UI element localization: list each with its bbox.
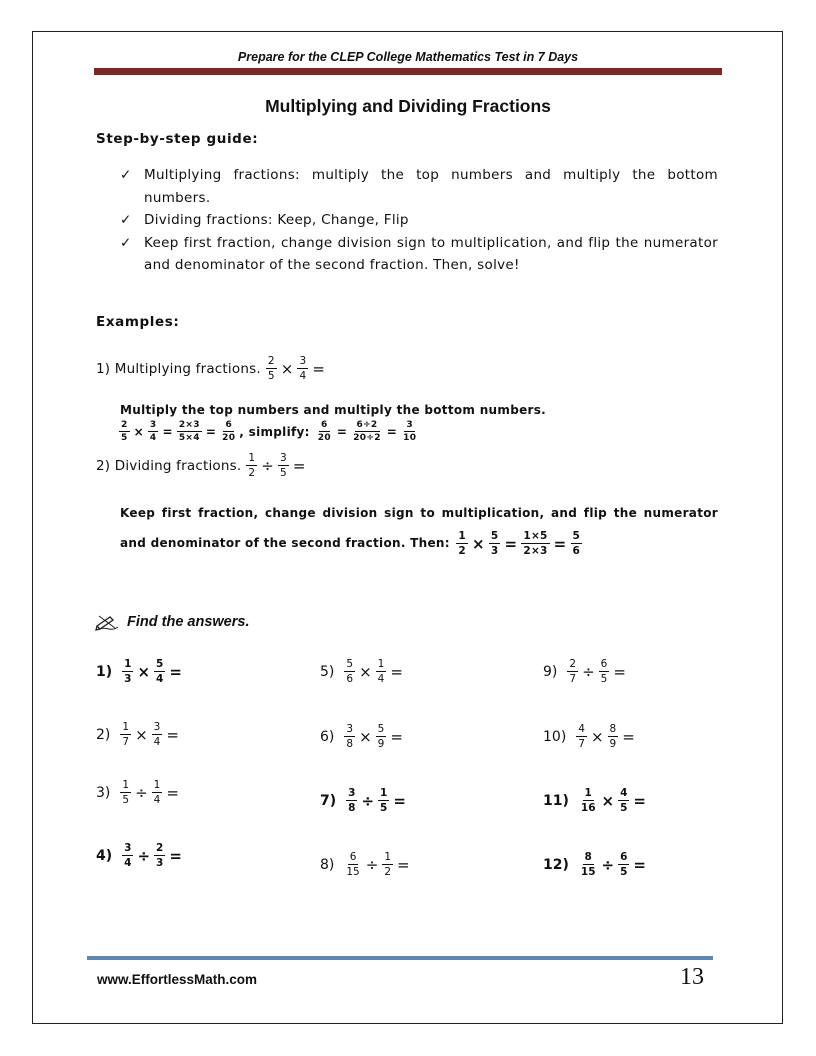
fraction-b: $\frac{1}{5}$ [380, 787, 388, 815]
fraction-a: $\frac{3}{8}$ [348, 787, 356, 815]
pencil-icon [95, 613, 119, 631]
fraction-a: $\frac{1}{7}$ [122, 721, 130, 749]
exercise-problem [320, 658, 405, 685]
exercise-problem [96, 842, 184, 869]
examples-heading: Examples: [96, 314, 180, 330]
problem-number: 10) [543, 728, 567, 745]
fraction-a: $\frac{1}{3}$ [124, 658, 132, 686]
fraction-a: $\frac{3}{8}$ [346, 723, 354, 751]
exercise-problem [543, 658, 628, 685]
equals: = [166, 725, 179, 744]
guide-heading: Step-by-step guide: [96, 131, 259, 147]
fraction-b: $\frac{1}{4}$ [377, 658, 385, 686]
equals: = [166, 783, 179, 802]
check-icon: ✓ [120, 234, 132, 251]
exercise-problem [543, 787, 648, 814]
fraction-a: $\frac{1}{5}$ [122, 779, 130, 807]
equals: = [390, 727, 403, 746]
operator: × [359, 727, 372, 746]
exercise-problem [96, 721, 181, 748]
fraction-b: $\frac{3}{4}$ [153, 721, 161, 749]
problem-number: 8) [320, 856, 335, 873]
operator: × [359, 662, 372, 681]
equals: = [397, 855, 410, 874]
example-2: 2) Dividing fractions. $\frac{1}{2}$ ÷ $\frac{3}{5}$ = [96, 452, 306, 480]
exercise-problem [320, 787, 408, 814]
running-header: Prepare for the CLEP College Mathematics Test in 7 Days [237, 50, 579, 64]
operator: ÷ [582, 662, 595, 681]
exercise-problem [96, 658, 184, 685]
equals: = [169, 846, 182, 865]
equals: = [169, 662, 182, 681]
fraction-b: $\frac{1}{2}$ [384, 851, 392, 879]
fraction-b: $\frac{5}{9}$ [377, 723, 385, 751]
operator: ÷ [601, 855, 615, 874]
footer-website: www.EffortlessMath.com [97, 972, 258, 987]
exercise-problem [96, 779, 181, 806]
section-title: Multiplying and Dividing Fractions [265, 96, 551, 116]
problem-number: 11) [543, 792, 569, 809]
equals: = [633, 855, 646, 874]
guide-list [120, 164, 718, 277]
fraction-b: $\frac{2}{3}$ [156, 842, 164, 870]
fraction-b: $\frac{6}{5}$ [620, 851, 628, 879]
exercise-problem [320, 851, 412, 878]
guide-item: ✓ Keep first fraction, change division sign to multiplication, and flip the numerator and denominator of the second fraction. Then, solve! [120, 232, 718, 277]
problem-number: 4) [96, 847, 113, 864]
fraction-b: $\frac{1}{4}$ [153, 779, 161, 807]
equals: = [390, 662, 403, 681]
header-rule [94, 68, 722, 75]
exercise-problem [320, 723, 405, 750]
operator: × [590, 727, 604, 746]
page-number: 13 [680, 964, 704, 990]
operator: × [135, 725, 148, 744]
guide-item: ✓ Multiplying fractions: multiply the top numbers and multiply the bottom numbers. [120, 164, 718, 209]
fraction-a: $\frac{6}{15}$ [346, 851, 360, 879]
guide-item: ✓ Dividing fractions: Keep, Change, Flip [120, 209, 718, 232]
fraction-a: $\frac{5}{6}$ [346, 658, 354, 686]
problem-number: 2) [96, 726, 111, 743]
problem-number: 5) [320, 663, 335, 680]
example-1: 1) Multiplying fractions. $\frac{2}{5}$ × $\frac{3}{4}$ = [96, 355, 326, 383]
operator: ÷ [365, 855, 379, 874]
example-1-explanation: Multiply the top numbers and multiply the bottom numbers. [120, 403, 547, 417]
problem-number: 12) [543, 856, 569, 873]
equals: = [633, 791, 646, 810]
exercise-heading: Find the answers. [95, 613, 249, 631]
operator: × [137, 662, 151, 681]
exercise-problem [543, 851, 648, 878]
operator: ÷ [137, 846, 151, 865]
fraction-a: $\frac{4}{7}$ [578, 723, 585, 751]
operator: ÷ [361, 791, 375, 810]
fraction-a: $\frac{1}{16}$ [580, 787, 596, 815]
equals: = [622, 727, 635, 746]
equals: = [393, 791, 406, 810]
problem-number: 9) [543, 663, 558, 680]
fraction-b: $\frac{4}{5}$ [620, 787, 628, 815]
fraction-a: $\frac{3}{4}$ [124, 842, 132, 870]
check-icon: ✓ [120, 167, 132, 183]
example-1-solution: $\frac{2}{5}$ × $\frac{3}{4}$ = $\frac{2\times 3}{5\times 4}$ = $\frac{6}{20}$ , simplify: $\frac{6}{20}$ = $\frac{6\div 2}{20\div 2}$ = $\frac{3}{10}$ [121, 420, 417, 444]
problem-number: 7) [320, 792, 337, 809]
equals: = [613, 662, 626, 681]
example-2-explanation: Keep first fraction, change division sign to multiplication, and flip the numerator and denominator of the second fraction. Then: $\frac{1}{2}$ × $\frac{5}{3}$ = $\frac{1\times 5}{2\times 3}$ = $\frac{5}{6}$ [120, 506, 718, 557]
operator: × [601, 791, 615, 810]
fraction-a: $\frac{2}{7}$ [569, 658, 577, 686]
exercise-problem [543, 723, 637, 750]
fraction-b: $\frac{5}{4}$ [156, 658, 164, 686]
footer-rule [87, 956, 713, 960]
fraction-b: $\frac{8}{9}$ [609, 723, 617, 751]
fraction-b: $\frac{6}{5}$ [600, 658, 608, 686]
check-icon: ✓ [120, 212, 132, 228]
problem-number: 3) [96, 784, 111, 801]
operator: ÷ [135, 783, 148, 802]
problem-number: 6) [320, 728, 335, 745]
fraction-a: $\frac{8}{15}$ [580, 851, 596, 879]
problem-number: 1) [96, 663, 113, 680]
